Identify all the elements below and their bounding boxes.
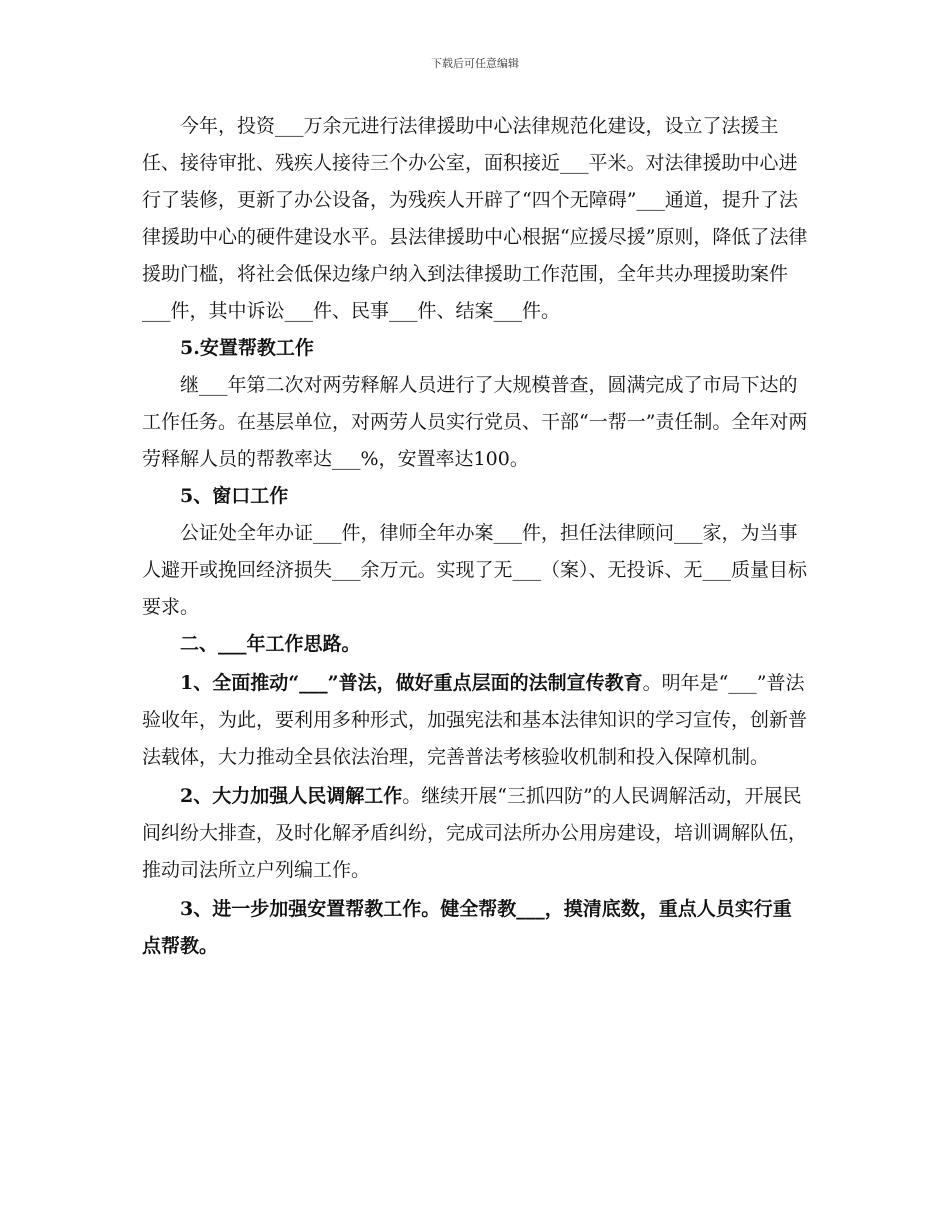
paragraph-resettlement: 继___年第二次对两劳释解人员进行了大规模普查，圆满完成了市局下达的工作任务。在基层单位，对两劳人员实行党员、干部“一帮一”责任制。全年对两劳释解人员的帮教率达___%，安置率达100。 bbox=[142, 374, 808, 470]
heading-work-plan: 二、___年工作思路。 bbox=[180, 633, 361, 655]
paragraph-legal-education bbox=[142, 665, 810, 776]
heading-window-work: 5、窗口工作 bbox=[180, 485, 289, 507]
heading-resettlement: 5.安置帮教工作 bbox=[180, 337, 314, 359]
paragraph-legal-aid: 今年，投资___万余元进行法律援助中心法律规范化建设，设立了法援主任、接待审批、残疾人接待三个办公室，面积接近___平米。对法律援助中心进行了装修，更新了办公设备，为残疾人开辟了“四个无障碍”___通道，提升了法律援助中心的硬件建设水平。县法律援助中心根据“应援尽援”原则，降低了法律援助门槛，将社会低保边缘户纳入到法律援助工作范围，全年共办理援助案件___件，其中诉讼___件、民事___件、结案___件。 bbox=[142, 115, 808, 322]
paragraph-mediation bbox=[142, 778, 810, 889]
item-body-legal-education: 。明年是“___”普法验收年，为此，要利用多种形式，加强宪法和基本法律知识的学习宣传，创新普法载体，大力推动全县依法治理，完善普法考核验收机制和投入保障机制。 bbox=[142, 672, 808, 768]
document-body bbox=[142, 108, 810, 965]
item-title-mediation: 2、大力加强人民调解工作 bbox=[180, 785, 403, 807]
item-title-legal-education: 1、全面推动“___”普法，做好重点层面的法制宣传教育 bbox=[180, 672, 643, 694]
item-body-mediation: 。继续开展“三抓四防”的人民调解活动，开展民间纠纷大排查，及时化解矛盾纠纷，完成司法所办公用房建设，培训调解队伍，推动司法所立户列编工作。 bbox=[142, 785, 808, 881]
paragraph-assistance: 3、进一步加强安置帮教工作。健全帮教___，摸清底数，重点人员实行重点帮教。 bbox=[142, 898, 792, 957]
paragraph-window-work: 公证处全年办证___件，律师全年办案___件，担任法律顾问___家，为当事人避开或挽回经济损失___余万元。实现了无___（案）、无投诉、无___质量目标要求。 bbox=[142, 522, 808, 618]
page-header: 下载后可任意编辑 bbox=[431, 57, 519, 70]
